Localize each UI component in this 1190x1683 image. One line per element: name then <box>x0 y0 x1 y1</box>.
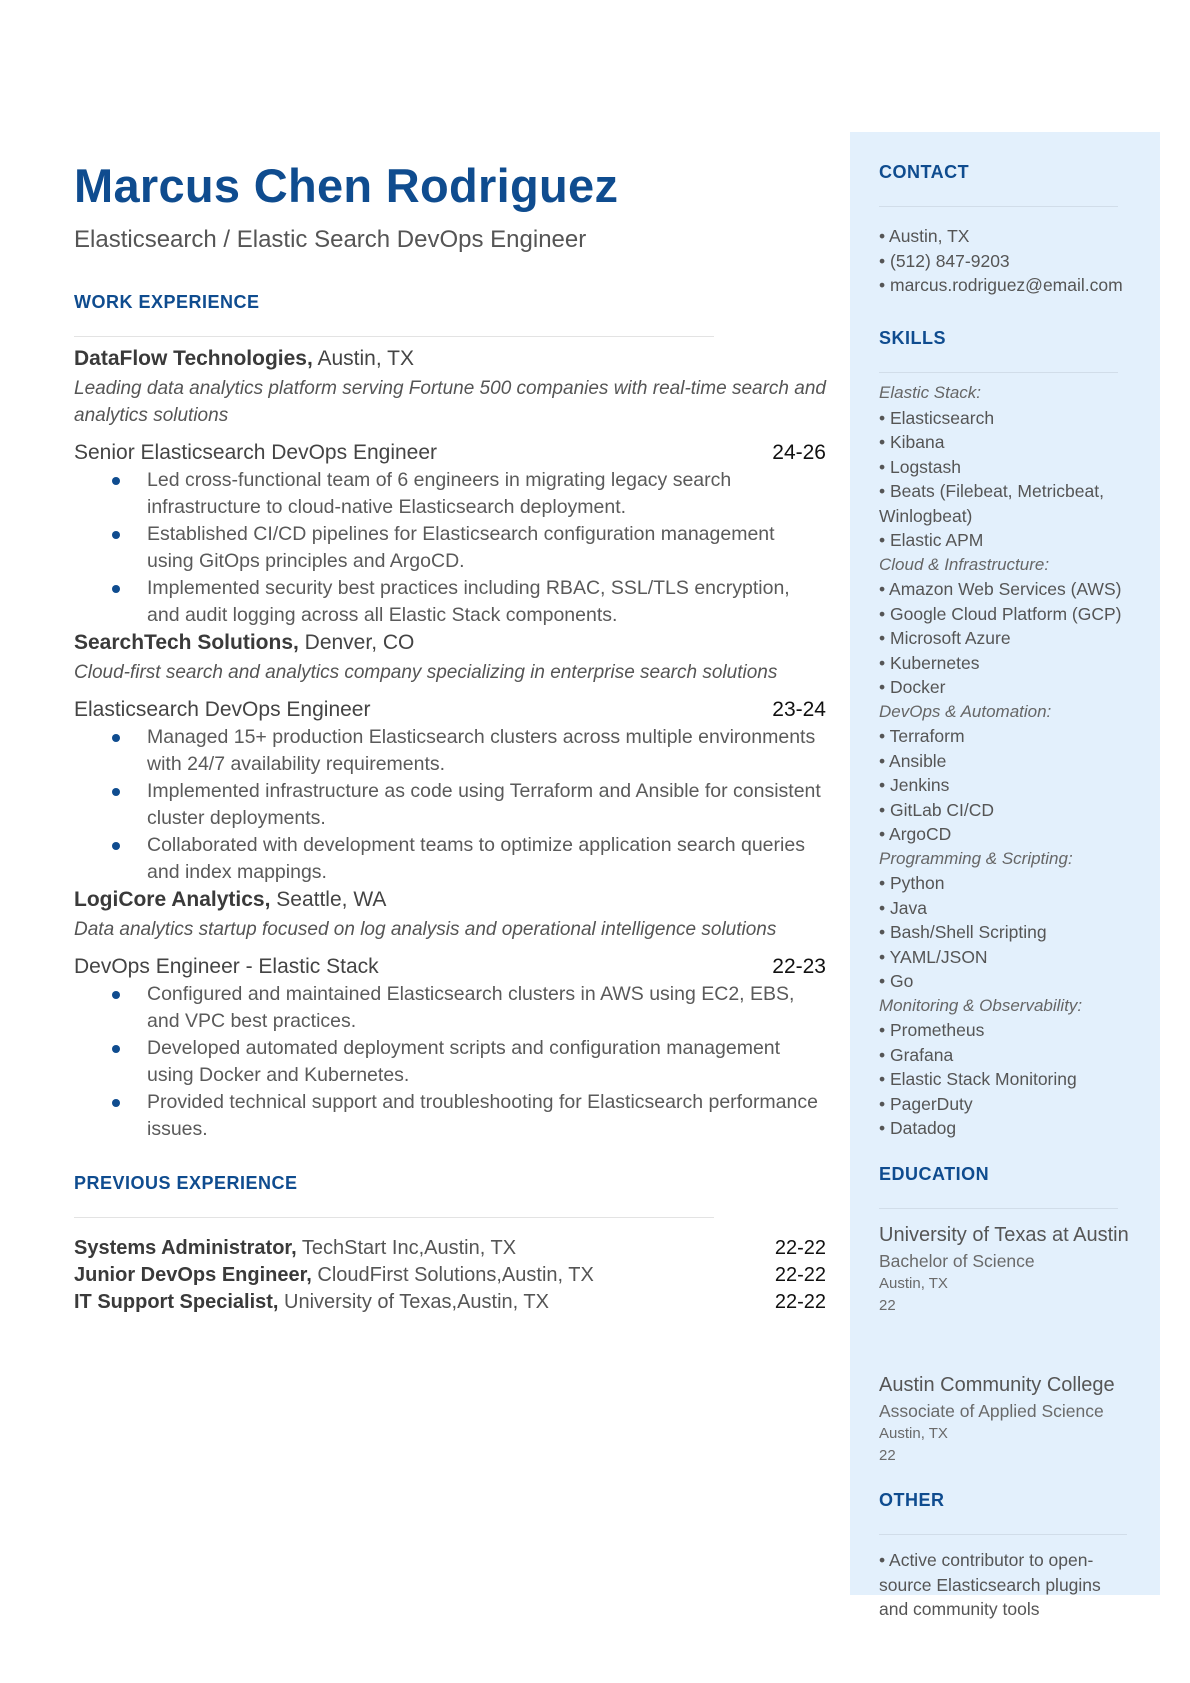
bullet-dot-icon <box>112 991 120 999</box>
bullet-item: Configured and maintained Elasticsearch clusters in AWS using EC2, EBS, and VPC best practices. <box>74 981 826 1035</box>
previous-role-row <box>74 1289 826 1316</box>
skills-list <box>879 381 1151 1141</box>
job-bullets <box>74 724 826 886</box>
job-title: Elasticsearch / Elastic Search DevOps Engineer <box>74 226 587 253</box>
divider <box>74 336 714 337</box>
role-dates: 24-26 <box>772 441 826 464</box>
education-location: Austin, TX <box>879 1275 948 1292</box>
divider <box>879 372 1118 373</box>
bullet-dot-icon <box>112 1045 120 1053</box>
skill-category: DevOps & Automation: <box>879 701 1052 721</box>
bullet-dot-icon <box>112 477 120 485</box>
skill-item: • Python <box>879 873 945 893</box>
previous-role-dates: 22-22 <box>774 1264 826 1286</box>
role-title: DevOps Engineer - Elastic Stack <box>74 955 379 978</box>
bullet-item: Established CI/CD pipelines for Elasticsearch configuration management using GitOps principles and ArgoCD. <box>74 521 826 575</box>
previous-role-title: Systems Administrator, <box>74 1237 297 1259</box>
contact-phone: • (512) 847-9203 <box>879 250 1010 271</box>
bullet-item: Implemented security best practices including RBAC, SSL/TLS encryption, and audit logging across all Elastic Stack components. <box>74 575 826 629</box>
skill-category: Monitoring & Observability: <box>879 995 1083 1015</box>
skill-item: • Google Cloud Platform (GCP) <box>879 603 1122 624</box>
role-dates: 22-23 <box>772 955 826 978</box>
job-entry <box>74 345 826 629</box>
previous-experience-list <box>74 1235 826 1316</box>
other-text: • Active contributor to open-source Elasticsearch plugins and community tools <box>879 1550 1101 1619</box>
education-degree: Associate of Applied Science <box>879 1401 1104 1421</box>
skill-item: • Beats (Filebeat, Metricbeat, <box>879 481 1104 501</box>
company-description: Cloud-first search and analytics company specializing in enterprise search solutions <box>74 662 778 683</box>
bullet-item: Managed 15+ production Elasticsearch clusters across multiple environments with 24/7 availability requirements. <box>74 724 826 778</box>
bullet-dot-icon <box>112 788 120 796</box>
skill-item: • Docker <box>879 677 946 697</box>
job-entry <box>74 629 826 886</box>
previous-experience-heading: PREVIOUS EXPERIENCE <box>74 1173 298 1193</box>
education-school: Austin Community College <box>879 1374 1115 1396</box>
company-description: Data analytics startup focused on log analysis and operational intelligence solutions <box>74 919 777 940</box>
company-line <box>74 345 826 373</box>
skill-category: Elastic Stack: <box>879 383 982 402</box>
skill-item: • Microsoft Azure <box>879 628 1011 648</box>
divider <box>74 1217 714 1218</box>
skills-heading: SKILLS <box>879 328 947 348</box>
education-degree: Bachelor of Science <box>879 1251 1035 1271</box>
previous-role-title: IT Support Specialist, <box>74 1291 279 1313</box>
role-title: Senior Elasticsearch DevOps Engineer <box>74 441 438 464</box>
role-row <box>74 696 826 724</box>
previous-role-row <box>74 1235 826 1262</box>
contact-location: • Austin, TX <box>879 226 970 246</box>
job-bullets <box>74 981 826 1143</box>
bullet-dot-icon <box>112 531 120 539</box>
previous-role-org: CloudFirst Solutions,Austin, TX <box>311 1264 594 1286</box>
divider <box>879 206 1118 207</box>
skill-item: • Kibana <box>879 432 945 452</box>
skill-item: • Datadog <box>879 1118 957 1138</box>
previous-role-dates: 22-22 <box>774 1291 826 1313</box>
company-location: Austin, TX <box>312 347 414 370</box>
previous-role-title: Junior DevOps Engineer, <box>74 1264 312 1286</box>
role-row <box>74 439 826 467</box>
skill-item: • Amazon Web Services (AWS) <box>879 579 1122 599</box>
skill-item: • Go <box>879 971 914 991</box>
bullet-dot-icon <box>112 1099 120 1107</box>
skill-item: • GitLab CI/CD <box>879 799 995 820</box>
education-heading: EDUCATION <box>879 1164 990 1184</box>
resume-name: Marcus Chen Rodriguez <box>74 159 619 212</box>
bullet-item: Provided technical support and troubleshooting for Elasticsearch performance issues. <box>74 1089 826 1143</box>
education-year: 22 <box>879 1447 896 1464</box>
skill-item: • Java <box>879 897 927 918</box>
work-experience-heading: WORK EXPERIENCE <box>74 292 260 312</box>
company-location: Denver, CO <box>298 631 415 654</box>
skill-item: • YAML/JSON <box>879 946 988 967</box>
divider <box>879 1208 1118 1209</box>
skill-item: • Grafana <box>879 1044 954 1065</box>
job-bullets <box>74 467 826 629</box>
company-location: Seattle, WA <box>270 888 387 911</box>
skill-item: • Elasticsearch <box>879 407 995 428</box>
role-title: Elasticsearch DevOps Engineer <box>74 698 371 721</box>
education-school: University of Texas at Austin <box>879 1224 1129 1246</box>
previous-role-dates: 22-22 <box>774 1237 826 1259</box>
skill-item: • Prometheus <box>879 1020 985 1040</box>
skill-item: • Terraform <box>879 726 965 746</box>
skill-item: • Logstash <box>879 456 962 477</box>
contact-heading: CONTACT <box>879 162 970 182</box>
skill-item: • Kubernetes <box>879 652 980 673</box>
sidebar <box>850 132 1160 1619</box>
bullet-item: Collaborated with development teams to optimize application search queries and index mappings. <box>74 832 826 886</box>
education-entry <box>879 1372 1151 1467</box>
skill-item: • PagerDuty <box>879 1093 973 1114</box>
company-name: LogiCore Analytics, <box>74 888 271 911</box>
skill-category: Cloud & Infrastructure: <box>879 554 1050 574</box>
education-location: Austin, TX <box>879 1425 948 1442</box>
skill-item: • Bash/Shell Scripting <box>879 922 1047 942</box>
job-entry <box>74 886 826 1143</box>
skill-item: • Elastic Stack Monitoring <box>879 1069 1077 1089</box>
previous-role-row <box>74 1262 826 1289</box>
bullet-dot-icon <box>112 734 120 742</box>
previous-role-org: University of Texas,Austin, TX <box>278 1291 549 1313</box>
company-line <box>74 629 826 657</box>
bullet-item: Developed automated deployment scripts and configuration management using Docker and Kubernetes. <box>74 1035 826 1089</box>
bullet-dot-icon <box>112 585 120 593</box>
contact-list <box>879 224 1123 298</box>
bullet-dot-icon <box>112 842 120 850</box>
divider <box>879 1534 1127 1535</box>
skill-item: • Jenkins <box>879 775 950 795</box>
skill-item: • ArgoCD <box>879 824 952 844</box>
previous-role-org: TechStart Inc,Austin, TX <box>296 1237 517 1259</box>
skill-category: Programming & Scripting: <box>879 848 1073 868</box>
company-line <box>74 886 826 914</box>
bullet-item: Led cross-functional team of 6 engineers in migrating legacy search infrastructure to cloud-native Elasticsearch deployment. <box>74 467 826 521</box>
skill-item: • Elastic APM <box>879 530 984 550</box>
bullet-item: Implemented infrastructure as code using Terraform and Ansible for consistent cluster deployments. <box>74 778 826 832</box>
role-row <box>74 953 826 981</box>
company-name: SearchTech Solutions, <box>74 631 299 654</box>
company-name: DataFlow Technologies, <box>74 347 313 370</box>
company-description: Leading data analytics platform serving Fortune 500 companies with real-time search and analytics solutions <box>74 378 826 426</box>
other-heading: OTHER <box>879 1490 945 1510</box>
skill-item: Winlogbeat) <box>879 505 973 526</box>
education-entry <box>879 1222 1139 1317</box>
role-dates: 23-24 <box>772 698 826 721</box>
skill-item: • Ansible <box>879 750 947 771</box>
education-year: 22 <box>879 1297 896 1314</box>
contact-email: • marcus.rodriguez@email.com <box>879 275 1123 295</box>
